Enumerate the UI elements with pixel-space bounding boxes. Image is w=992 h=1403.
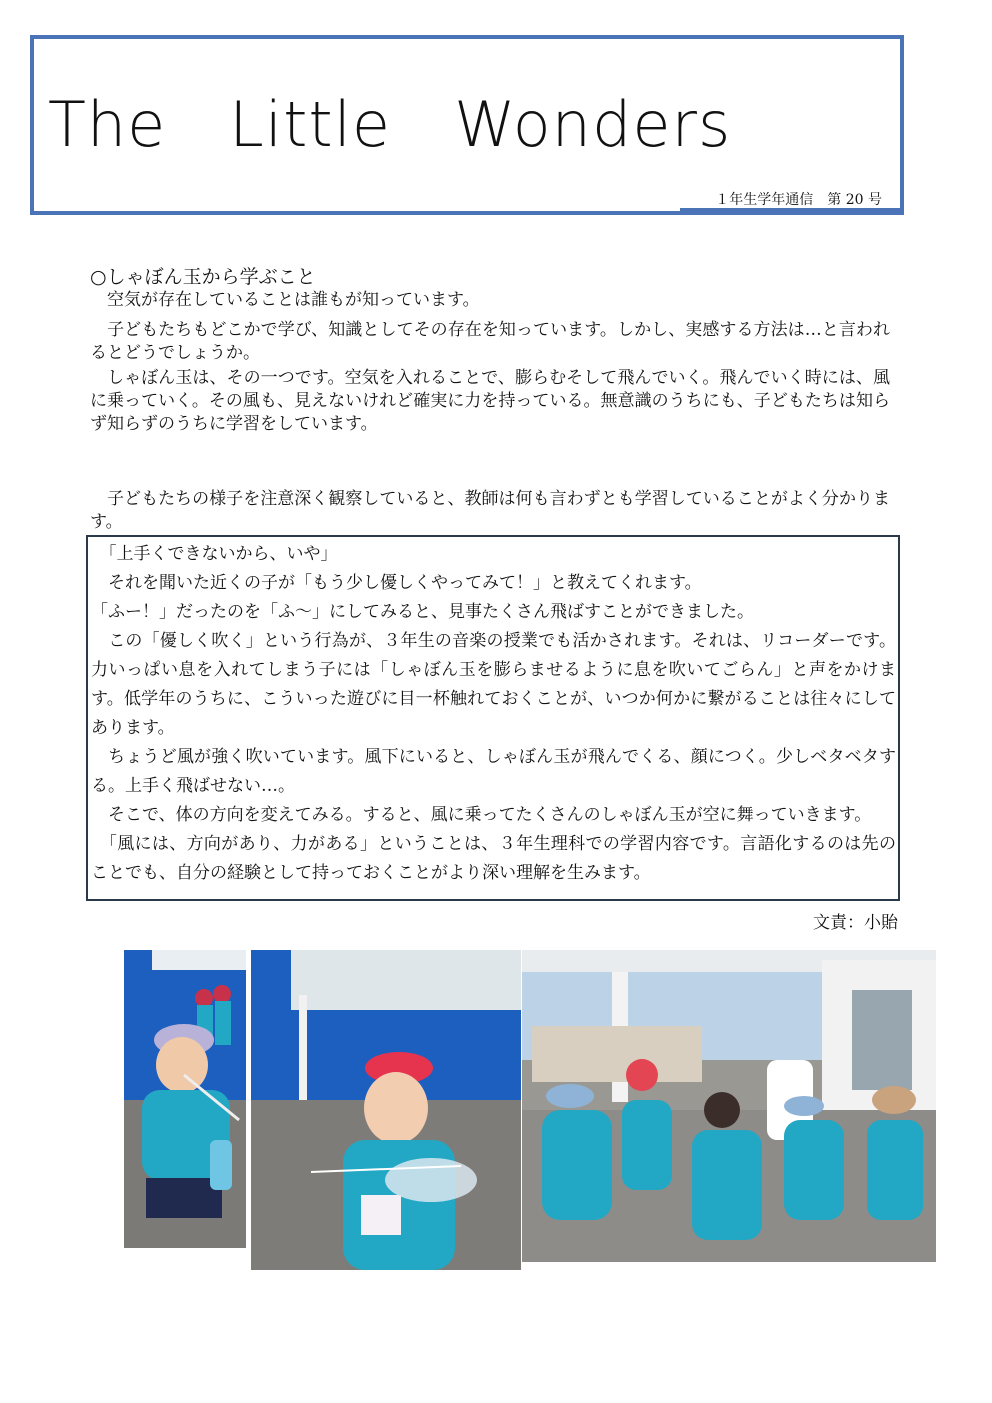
issue-underline: [680, 208, 903, 211]
quote-box: [86, 535, 900, 901]
box-paragraph-3: 「ふー！」だったのを「ふ～」にしてみると、見事たくさん飛ばすことができました。: [91, 602, 754, 622]
issue-number: １年生学年通信 第 20 号: [715, 192, 882, 208]
box-paragraph-7: 「風には、方向があり、力がある」ということは、３年生理科での学習内容です。言語化するのは先のことでも、自分の経験として持っておくことがより深い理解を生みます。: [91, 834, 896, 883]
paragraph-2: 子どもたちもどこかで学び、知識としてその存在を知っています。しかし、実感する方法は…と言われるとどうでしょうか。: [90, 320, 890, 363]
box-paragraph-2: それを聞いた近くの子が「もう少し優しくやってみて！」と教えてくれます。: [91, 573, 702, 593]
photo-child-red-cap: [251, 950, 521, 1270]
box-paragraph-6: そこで、体の方向を変えてみる。すると、風に乗ってたくさんのしゃぼん玉が空に舞っていきます。: [91, 805, 872, 825]
box-paragraph-5: ちょうど風が強く吹いています。風下にいると、しゃぼん玉が飛んでくる、顔につく。少しベタベタする。上手く飛ばせない…。: [91, 747, 896, 796]
box-paragraph-1: 「上手くできないから、いや」: [91, 544, 338, 564]
paragraph-3: しゃぼん玉は、その一つです。空気を入れることで、膨らむそして飛んでいく。飛んでいく時には、風に乗っていく。その風も、見えないけれど確実に力を持っている。無意識のうちにも、子どもたちは知らず知らずのうちに学習をしています。: [90, 368, 890, 434]
paragraph-4: 子どもたちの様子を注意深く観察していると、教師は何も言わずとも学習していることがよく分かります。: [90, 489, 890, 532]
section-heading: ○しゃぼん玉から学ぶこと: [90, 266, 316, 288]
box-paragraph-4: この「優しく吹く」という行為が、３年生の音楽の授業でも活かされます。それは、リコーダーです。力いっぱい息を入れてしまう子には「しゃぼん玉を膨らませるように息を吹いてごらん」と声をかけます。低学年のうちに、こういった遊びに目一杯触れておくことが、いつか何かに繋がることは往々にしてあります。: [91, 631, 896, 738]
author-credit: 文責：小貽: [813, 913, 898, 933]
photo-group-bubbles: [522, 950, 936, 1262]
newsletter-title: The Little Wonders: [48, 88, 732, 161]
photo-child-purple-cap: [124, 950, 246, 1248]
masthead: [30, 35, 904, 215]
paragraph-1: 空気が存在していることは誰もが知っています。: [90, 290, 480, 310]
